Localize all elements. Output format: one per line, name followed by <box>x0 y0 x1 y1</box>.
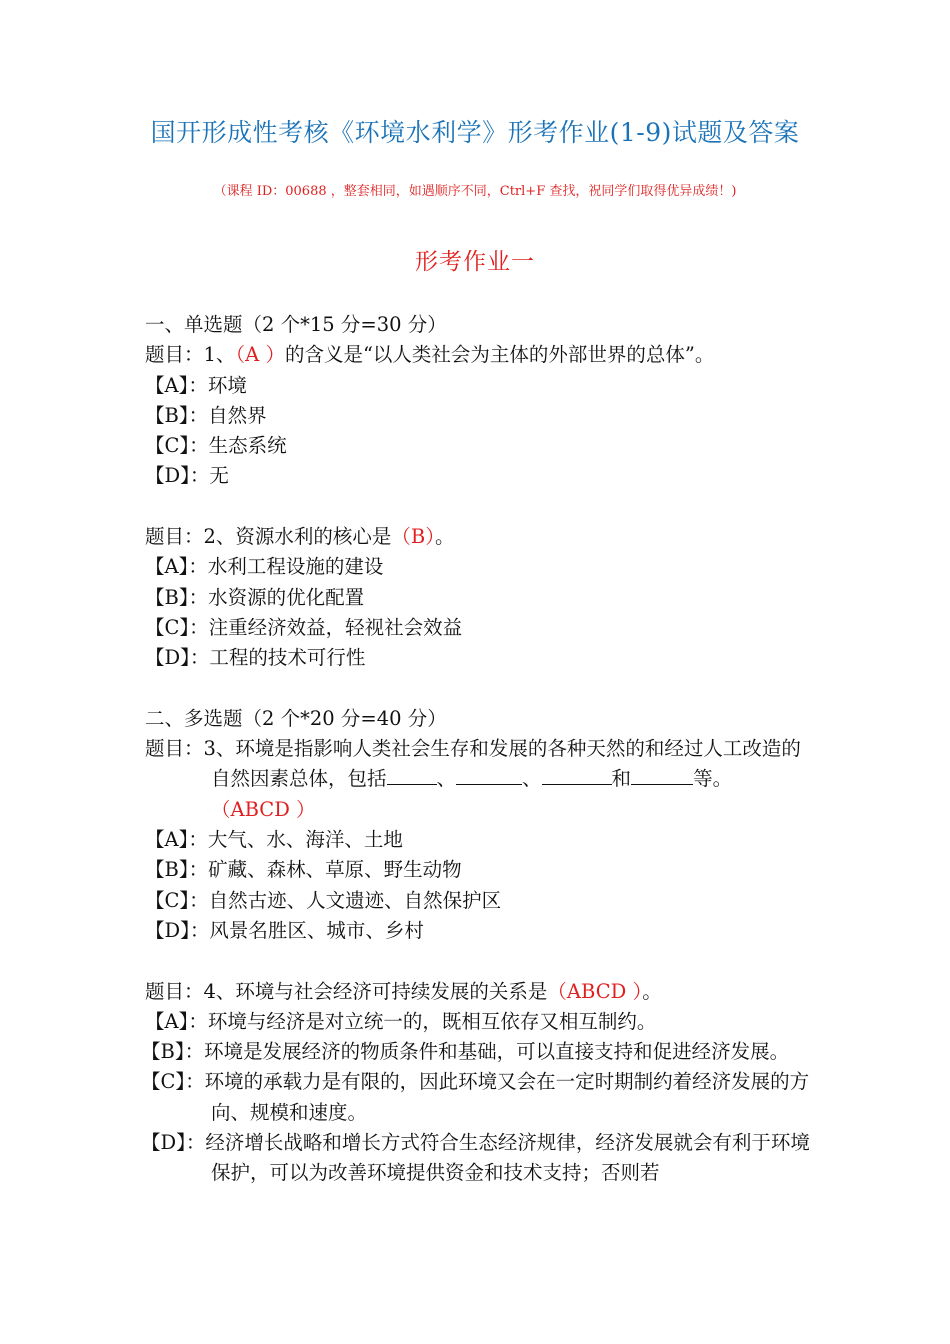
q3-option-a <box>145 825 815 855</box>
option-text: 环境是发展经济的物质条件和基础，可以直接支持和促进经济发展。 <box>204 1040 790 1064</box>
option-text: 生态系统 <box>208 434 287 458</box>
course-note: （课程 ID：00688 ，整套相同，如遇顺序不同，Ctrl+F 查找，祝同学们取得优异成绩！) <box>213 184 737 199</box>
question-4-prefix: 题目：4、环境与社会经济可持续发展的关系是 <box>145 979 548 1003</box>
part2-heading: 二、多选题（2 个*20 分=40 分） <box>145 706 447 730</box>
option-text: 大气、水、海洋、土地 <box>207 828 403 852</box>
q1-option-d <box>145 461 815 491</box>
q1-option-c <box>145 431 815 461</box>
question-1-answer: （A ） <box>235 343 285 367</box>
question-4-suffix: 。 <box>642 979 662 1003</box>
option-label: 【B】： <box>145 858 209 882</box>
question-1 <box>145 340 815 370</box>
q2-option-a <box>145 552 815 582</box>
option-label: 【A】： <box>145 828 208 852</box>
q3-option-c <box>145 886 815 916</box>
option-label: 【C】： <box>145 888 209 912</box>
q2-option-c <box>145 613 815 643</box>
q3-option-d <box>145 916 815 946</box>
option-text: 环境的承载力是有限的，因此环境又会在一定时期制约着经济发展的方向、规模和速度。 <box>204 1070 810 1124</box>
question-1-prefix: 题目：1、 <box>145 343 236 367</box>
q1-option-b <box>145 401 815 431</box>
option-label: 【C】： <box>145 615 209 639</box>
q1-option-a <box>145 371 815 401</box>
question-3-end: 等。 <box>693 767 733 791</box>
fill-blank <box>631 766 693 785</box>
option-label: 【C】： <box>145 434 209 458</box>
question-2 <box>145 522 815 552</box>
option-label: 【D】： <box>145 646 210 670</box>
question-list <box>141 310 815 1189</box>
question-3-prefix: 题目：3、环境是指影响人类社会生存和发展的各种天然的和经过人工改造的自然因素总体，包括 <box>145 737 801 791</box>
spacer <box>145 492 815 522</box>
option-label: 【B】： <box>145 585 209 609</box>
question-3 <box>145 734 815 825</box>
q4-option-d <box>141 1128 815 1189</box>
question-2-prefix: 题目：2、资源水利的核心是 <box>145 525 392 549</box>
question-1-suffix: 的含义是“以人类社会为主体的外部世界的总体”。 <box>284 343 715 367</box>
question-3-sep2: 、 <box>522 767 542 791</box>
q3-option-b <box>145 855 815 885</box>
option-text: 经济增长战略和增长方式符合生态经济规律，经济发展就会有利于环境保护，可以为改善环境提供资金和技术支持；否则若 <box>205 1131 810 1185</box>
part1-heading: 一、单选题（2 个*15 分=30 分） <box>145 313 447 336</box>
option-label: 【A】： <box>145 555 208 579</box>
question-2-suffix: 。 <box>435 525 455 549</box>
option-label: 【A】： <box>145 1009 208 1033</box>
question-4-answer: （ABCD ） <box>547 979 643 1003</box>
option-text: 自然古迹、人文遗迹、自然保护区 <box>208 888 502 912</box>
option-label: 【D】： <box>145 918 210 942</box>
fill-blank <box>387 766 437 785</box>
section-title: 形考作业一 <box>415 249 535 275</box>
option-label: 【A】： <box>145 373 208 397</box>
option-text: 水利工程设施的建设 <box>207 555 384 579</box>
option-text: 无 <box>209 464 229 488</box>
option-text: 环境与经济是对立统一的，既相互依存又相互制约。 <box>207 1009 657 1033</box>
spacer <box>145 946 815 976</box>
option-text: 环境 <box>207 373 247 397</box>
option-text: 水资源的优化配置 <box>208 585 365 609</box>
option-label: 【C】： <box>141 1070 205 1094</box>
option-label: 【B】： <box>141 1040 205 1064</box>
question-3-answer: （ABCD ） <box>211 797 316 821</box>
question-2-answer: （B） <box>391 525 436 549</box>
question-3-sep1: 、 <box>436 767 457 791</box>
spacer <box>145 674 815 704</box>
option-text: 风景名胜区、城市、乡村 <box>209 918 424 942</box>
option-label: 【D】： <box>141 1131 206 1155</box>
question-4 <box>145 977 815 1007</box>
q4-option-c <box>141 1067 815 1128</box>
option-text: 工程的技术可行性 <box>209 646 366 670</box>
question-3-sep3: 和 <box>611 767 632 791</box>
q2-option-b <box>145 583 815 613</box>
fill-blank <box>542 766 612 785</box>
option-label: 【B】： <box>145 403 209 427</box>
option-text: 注重经济效益，轻视社会效益 <box>208 615 463 639</box>
option-text: 矿藏、森林、草原、野生动物 <box>208 858 462 882</box>
fill-blank <box>456 766 522 785</box>
document-title: 国开形成性考核《环境水利学》形考作业(1-9)试题及答案 <box>150 118 800 147</box>
option-label: 【D】： <box>145 464 210 488</box>
q4-option-b <box>141 1037 815 1067</box>
option-text: 自然界 <box>208 403 267 427</box>
q2-option-d <box>145 643 815 673</box>
q4-option-a <box>145 1007 815 1037</box>
